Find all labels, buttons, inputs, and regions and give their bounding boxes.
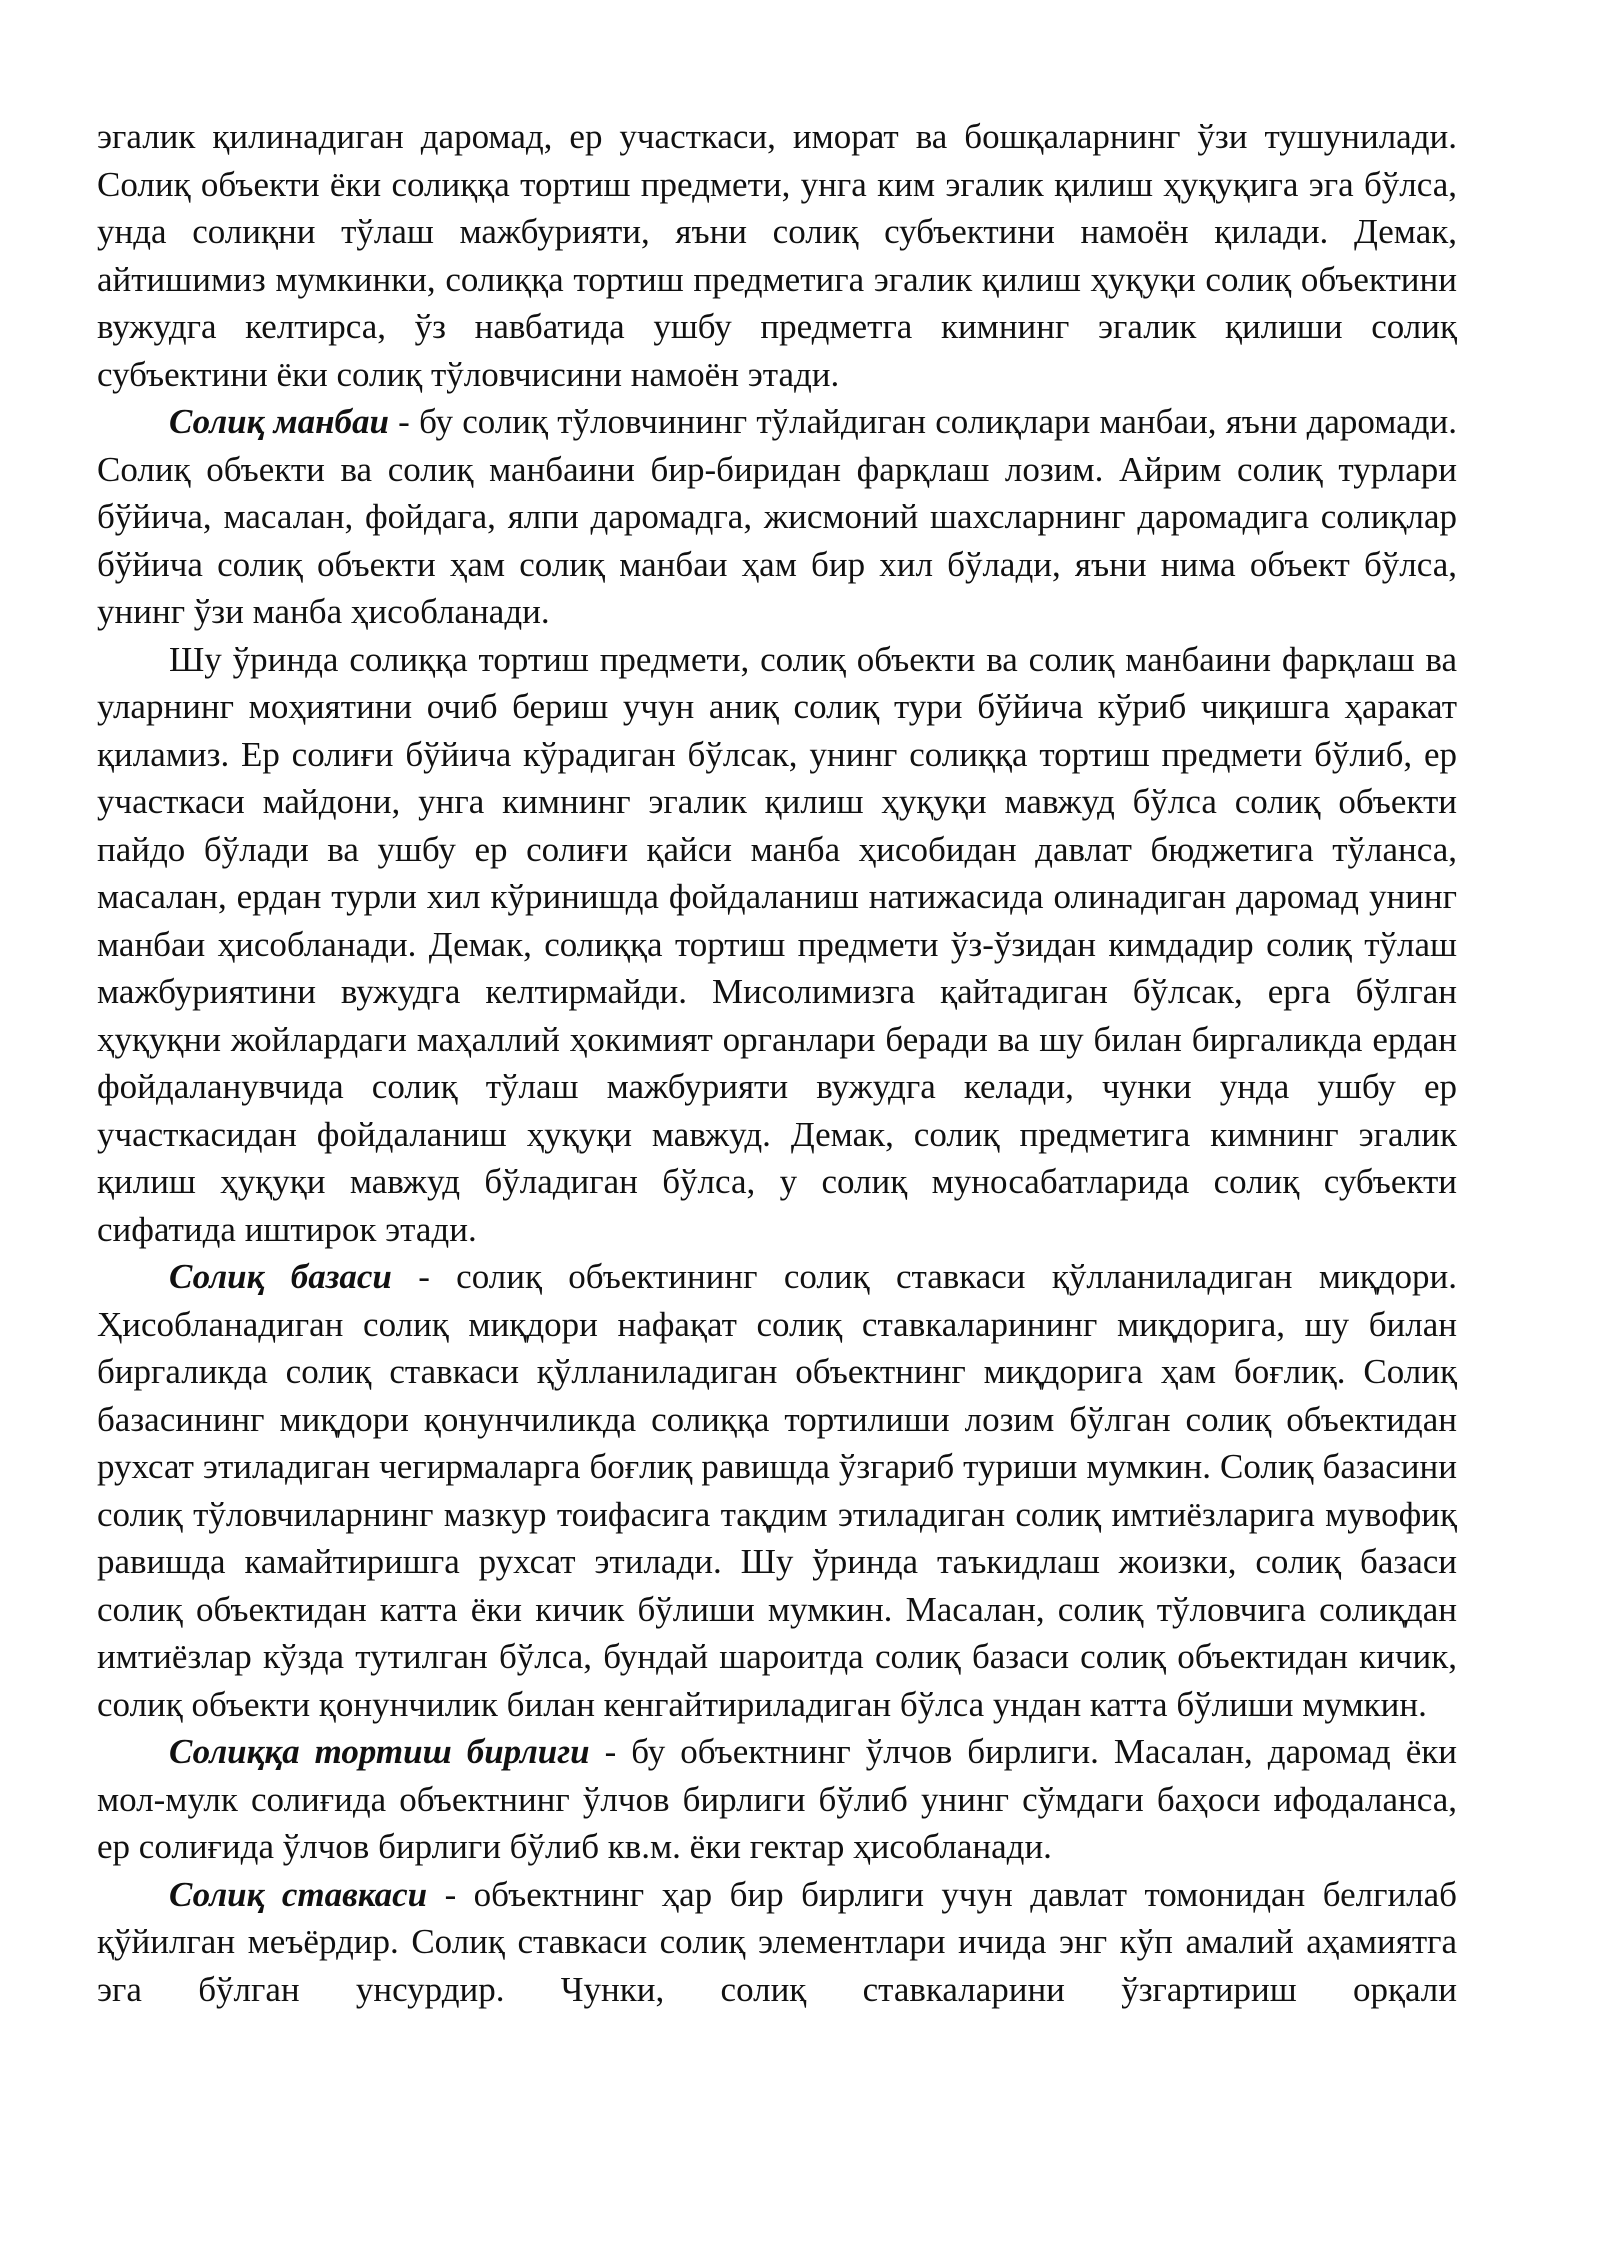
term-taxation-unit: Солиққа тортиш бирлиги [169,1732,590,1771]
term-tax-base: Солиқ базаси [169,1257,392,1296]
paragraph-taxation-unit [97,1728,1457,1871]
paragraph-tax-base [97,1253,1457,1728]
paragraph-tax-source [97,398,1457,636]
paragraph-text: Шу ўринда солиққа тортиш предмети, солиқ объекти ва солиқ манбаини фарқлаш ва уларнинг моҳиятини очиб бериш учун аниқ солиқ тури бўйича кўриб чиқишга ҳаракат қиламиз. Ер солиғи бўйича кўрадиган бўлсак, унинг солиққа тортиш предмети бўлиб, ер участкаси майдони, унга кимнинг эгалик қилиш ҳуқуқи мавжуд бўлса солиқ объекти пайдо бўлади ва ушбу ер солиғи қайси манба ҳисобидан давлат бюджетига тўланса, масалан, ердан турли хил кўринишда фойдаланиш натижасида олинадиган даромад унинг манбаи ҳисобланади. Демак, солиққа тортиш предмети ўз-ўзидан кимдадир солиқ тўлаш мажбуриятини вужудга келтирмайди. Мисолимизга қайтадиган бўлсак, ерга бўлган ҳуқуқни жойлардаги маҳаллий ҳокимият органлари беради ва шу билан биргаликда ердан фойдаланувчида солиқ тўлаш мажбурияти вужудга келади, чунки унда ушбу ер участкасидан фойдаланиш ҳуқуқи мавжуд. Демак, солиқ предметига кимнинг эгалик қилиш ҳуқуқи мавжуд бўладиган бўлса, у солиқ муносабатларида солиқ субъекти сифатида иштирок этади. [97,639,1457,1249]
paragraph-text: - солиқ объектининг солиқ ставкаси қўлланиладиган миқдори. Ҳисобланадиган солиқ миқдори нафақат солиқ ставкаларининг миқдорига, шу билан биргаликда солиқ ставкаси қўлланиладиган объектнинг миқдорига ҳам боғлиқ. Солиқ базасининг миқдори қонунчиликда солиққа тортилиши лозим бўлган солиқ объектидан рухсат этиладиган чегирмаларга боғлиқ равишда ўзгариб туриши мумкин. Солиқ базасини солиқ тўловчиларнинг мазкур тоифасига тақдим этиладиган солиқ имтиёзларига мувофиқ равишда камайтиришга рухсат этилади. Шу ўринда таъкидлаш жоизки, солиқ базаси солиқ объектидан катта ёки кичик бўлиши мумкин. Масалан, солиқ тўловчига солиқдан имтиёзлар кўзда тутилган бўлса, бундай шароитда солиқ базаси солиқ объектидан кичик, солиқ объекти қонунчилик билан кенгайтириладиган бўлса ундан катта бўлиши мумкин. [97,1257,1457,1724]
term-tax-rate: Солиқ ставкаси [169,1874,428,1914]
term-tax-source: Солиқ манбаи [169,402,389,441]
paragraph-tax-rate [97,1871,1457,2014]
paragraph-text: эгалик қилинадиган даромад, ер участкаси, иморат ва бошқаларнинг ўзи тушунилади. Солиқ объекти ёки солиққа тортиш предмети, унга ким эгалик қилиш ҳуқуқига эга бўлса, унда солиқни тўлаш мажбурияти, яъни солиқ субъектини намоён қилади. Демак, айтишимиз мумкинки, солиққа тортиш предметига эгалик қилиш ҳуқуқи солиқ объектини вужудга келтирса, ўз навбатида ушбу предметга кимнинг эгалик қилиши солиқ субъектини ёки солиқ тўловчисини намоён этади. [97,117,1457,394]
paragraph-land-tax-example [97,636,1457,1254]
paragraph-text: - бу солиқ тўловчининг тўлайдиган солиқлари манбаи, яъни даромади. Солиқ объекти ва солиқ манбаини бир-биридан фарқлаш лозим. Айрим солиқ турлари бўйича, масалан, фойдага, ялпи даромадга, жисмоний шахсларнинг даромадига солиқлар бўйича солиқ объекти ҳам солиқ манбаи ҳам бир хил бўлади, яъни нима объект бўлса, унинг ўзи манба ҳисобланади. [97,402,1457,631]
paragraph-taxable-object-continuation [97,113,1457,398]
document-page [97,113,1457,2013]
paragraph-text: - объектнинг ҳар бир бирлиги учун давлат томонидан белгилаб қўйилган меъёрдир. Солиқ ставкаси солиқ элементлари ичида энг кўп амалий аҳамиятга эга бўлган унсурдир. Чунки, солиқ ставкаларини ўзгартириш орқали [97,1874,1457,2009]
paragraph-text: - бу объектнинг ўлчов бирлиги. Масалан, даромад ёки мол-мулк солиғида объектнинг ўлчов бирлиги бўлиб унинг сўмдаги баҳоси ифодаланса, ер солиғида ўлчов бирлиги бўлиб кв.м. ёки гектар ҳисобланади. [97,1732,1457,1866]
